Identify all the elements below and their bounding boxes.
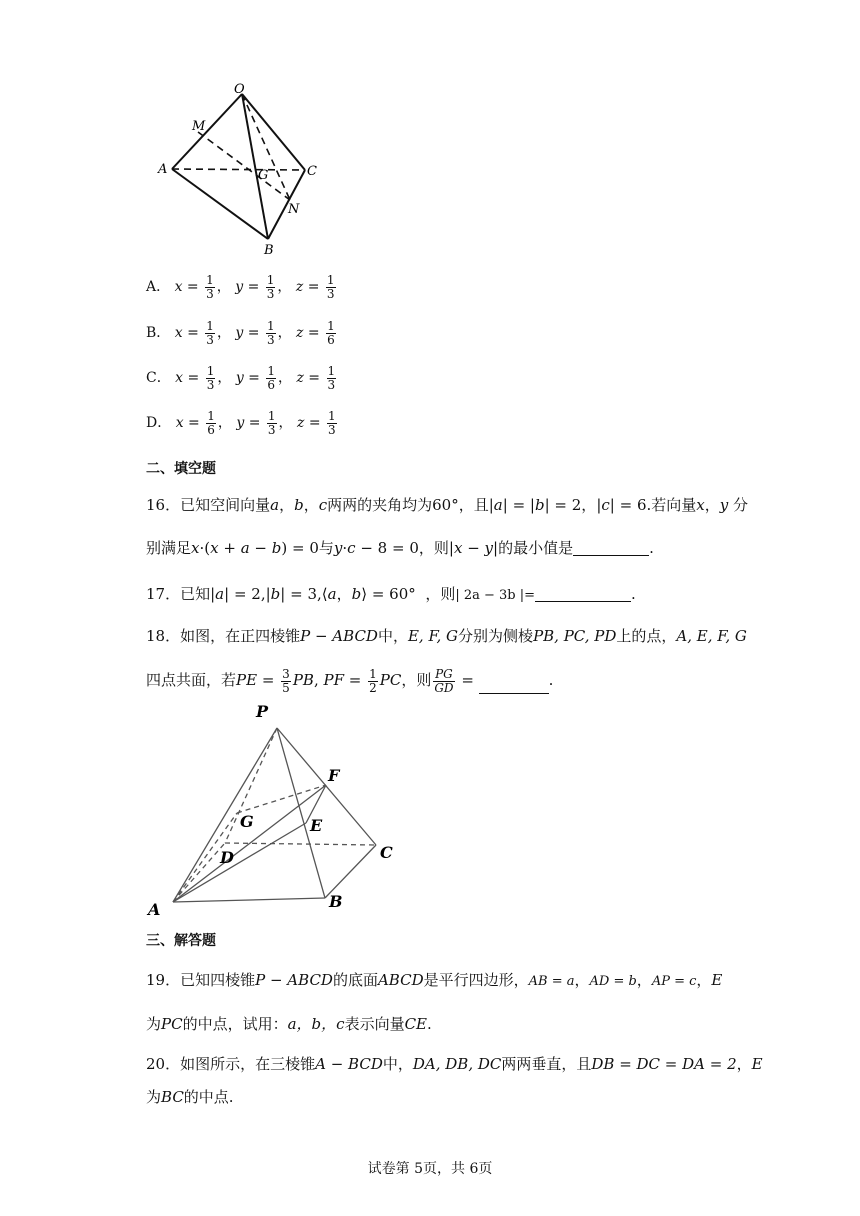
question-20-line-2: 为BC的中点. <box>146 1088 234 1106</box>
tetrahedron-figure <box>150 80 330 260</box>
label-D: D <box>220 848 234 867</box>
answer-blank <box>573 541 649 556</box>
label-B: B <box>264 243 274 258</box>
option-c: C． x = $\frac{1}{3}$ ， y = $\frac{1}{6}$ ， z = $\frac{1}{3}$ <box>146 364 336 392</box>
section-heading-fill-in: 二、填空题 <box>146 461 216 477</box>
option-b: B． x = $\frac{1}{3}$ ， y = $\frac{1}{3}$ ， z = $\frac{1}{6}$ <box>146 319 335 347</box>
question-18-line-1: 18．如图，在正四棱锥P − ABCD中，E, F, G分别为侧棱PB, PC, PD上的点，A, E, F, G <box>146 627 747 645</box>
label-E: E <box>310 816 323 835</box>
question-17: 17．已知|a| = 2,|b| = 3,⟨a，b⟩ = 60° ，则| 2a − 3b |= . <box>146 585 636 603</box>
label-B: B <box>329 892 343 911</box>
option-d: D． x = $\frac{1}{6}$ ， y = $\frac{1}{3}$ ， z = $\frac{1}{3}$ <box>146 409 336 437</box>
label-C: C <box>307 164 317 179</box>
page-footer: 试卷第 5页，共 6页 <box>367 1161 493 1177</box>
label-G: G <box>240 812 254 831</box>
label-A: A <box>158 162 168 177</box>
question-19-line-1: 19．已知四棱锥P − ABCD的底面ABCD是平行四边形，AB = a，AD = b，AP = c，E <box>146 971 723 989</box>
label-M: M <box>192 119 206 134</box>
option-a: A． x = $\frac{1}{3}$ ， y = $\frac{1}{3}$ ， z = $\frac{1}{3}$ <box>146 273 335 301</box>
label-G: G <box>258 168 269 183</box>
answer-blank <box>535 587 631 602</box>
label-A: A <box>148 900 161 919</box>
label-O: O <box>234 82 245 97</box>
question-16-line-1: 16．已知空间向量a，b，c两两的夹角均为60°，且|a| = |b| = 2，|c| = 6.若向量x，y 分 <box>146 496 749 514</box>
question-18-line-2: 四点共面，若PE = $\frac{3}{5}$ PB, PF = $\frac{1}{2}$ PC，则 $\frac{PG}{GD}$ = . <box>146 667 554 695</box>
question-16-line-2: 别满足x·(x + a − b) = 0与y·c − 8 = 0，则|x − y|的最小值是 . <box>146 539 654 557</box>
label-N: N <box>288 202 300 217</box>
label-F: F <box>328 766 340 785</box>
label-P: P <box>256 702 269 721</box>
question-20-line-1: 20．如图所示，在三棱锥A − BCD中，DA, DB, DC两两垂直，且DB = DC = DA = 2，E <box>146 1055 763 1073</box>
section-heading-solutions: 三、解答题 <box>146 933 216 949</box>
label-C: C <box>380 843 393 862</box>
answer-blank <box>479 679 549 694</box>
question-19-line-2: 为PC的中点，试用：a，b，c表示向量CE. <box>146 1015 432 1033</box>
pyramid-figure <box>140 695 410 925</box>
